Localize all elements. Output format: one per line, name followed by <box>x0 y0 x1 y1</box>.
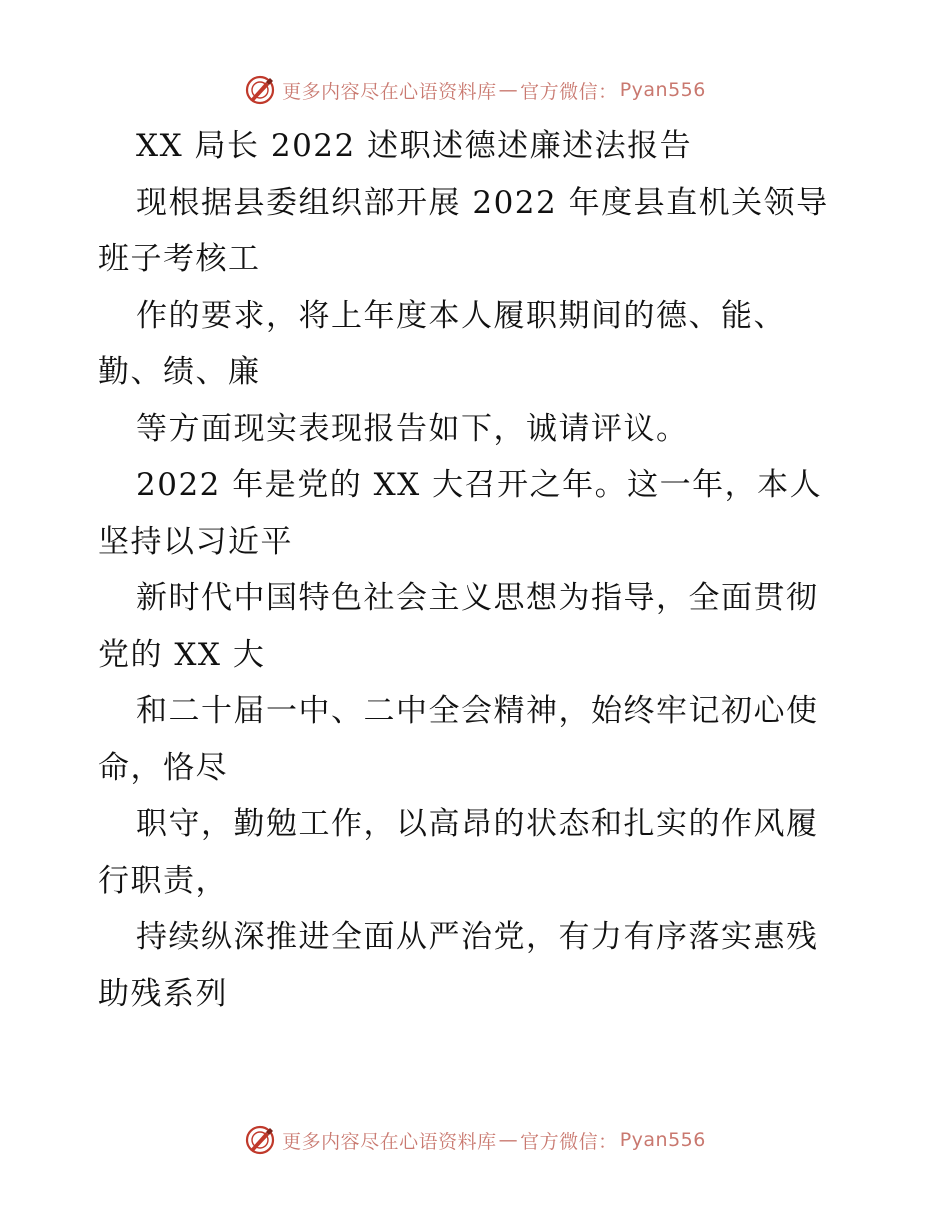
watermark-text: 更多内容尽在心语资料库 <box>282 1130 497 1153</box>
text-line: 职守，勤勉工作，以高昂的状态和扎实的作风履 <box>136 806 819 842</box>
text-line: 坚持以习近平 <box>98 523 293 560</box>
text-line: 2022 年是党的 XX 大召开之年。这一年，本人 <box>136 467 823 503</box>
footer-watermark <box>0 1120 950 1160</box>
text-line: 新时代中国特色社会主义思想为指导，全面贯彻 <box>136 580 819 616</box>
pen-logo-icon <box>244 74 276 106</box>
watermark-label: 官方微信： <box>520 1130 618 1153</box>
document-title: XX 局长 2022 述职述德述廉述法报告 <box>136 128 693 164</box>
text-line: 命，恪尽 <box>98 749 228 786</box>
watermark-label: 官方微信： <box>520 80 618 103</box>
watermark-dash: — <box>498 79 519 101</box>
watermark-text: 更多内容尽在心语资料库 <box>282 80 497 103</box>
text-line: 行职责， <box>98 862 228 899</box>
text-line: 作的要求，将上年度本人履职期间的德、能、 <box>136 297 786 334</box>
text-line: 等方面现实表现报告如下，诚请评议。 <box>136 410 689 447</box>
text-line: 班子考核工 <box>98 241 261 277</box>
text-line: 勤、绩、廉 <box>98 354 261 390</box>
text-line: 现根据县委组织部开展 2022 年度县直机关领导 <box>136 184 829 221</box>
text-line: 和二十届一中、二中全会精神，始终牢记初心使 <box>136 693 819 729</box>
text-line: 党的 XX 大 <box>98 636 266 673</box>
watermark-wechat-id: Pyan556 <box>619 1129 706 1151</box>
watermark-dash: — <box>498 1129 519 1151</box>
text-line: 助残系列 <box>98 975 228 1012</box>
header-watermark <box>0 70 950 110</box>
watermark-wechat-id: Pyan556 <box>619 79 706 101</box>
pen-logo-icon <box>244 1124 276 1156</box>
text-line: 持续纵深推进全面从严治党，有力有序落实惠残 <box>136 919 819 955</box>
document-body <box>98 118 858 1022</box>
